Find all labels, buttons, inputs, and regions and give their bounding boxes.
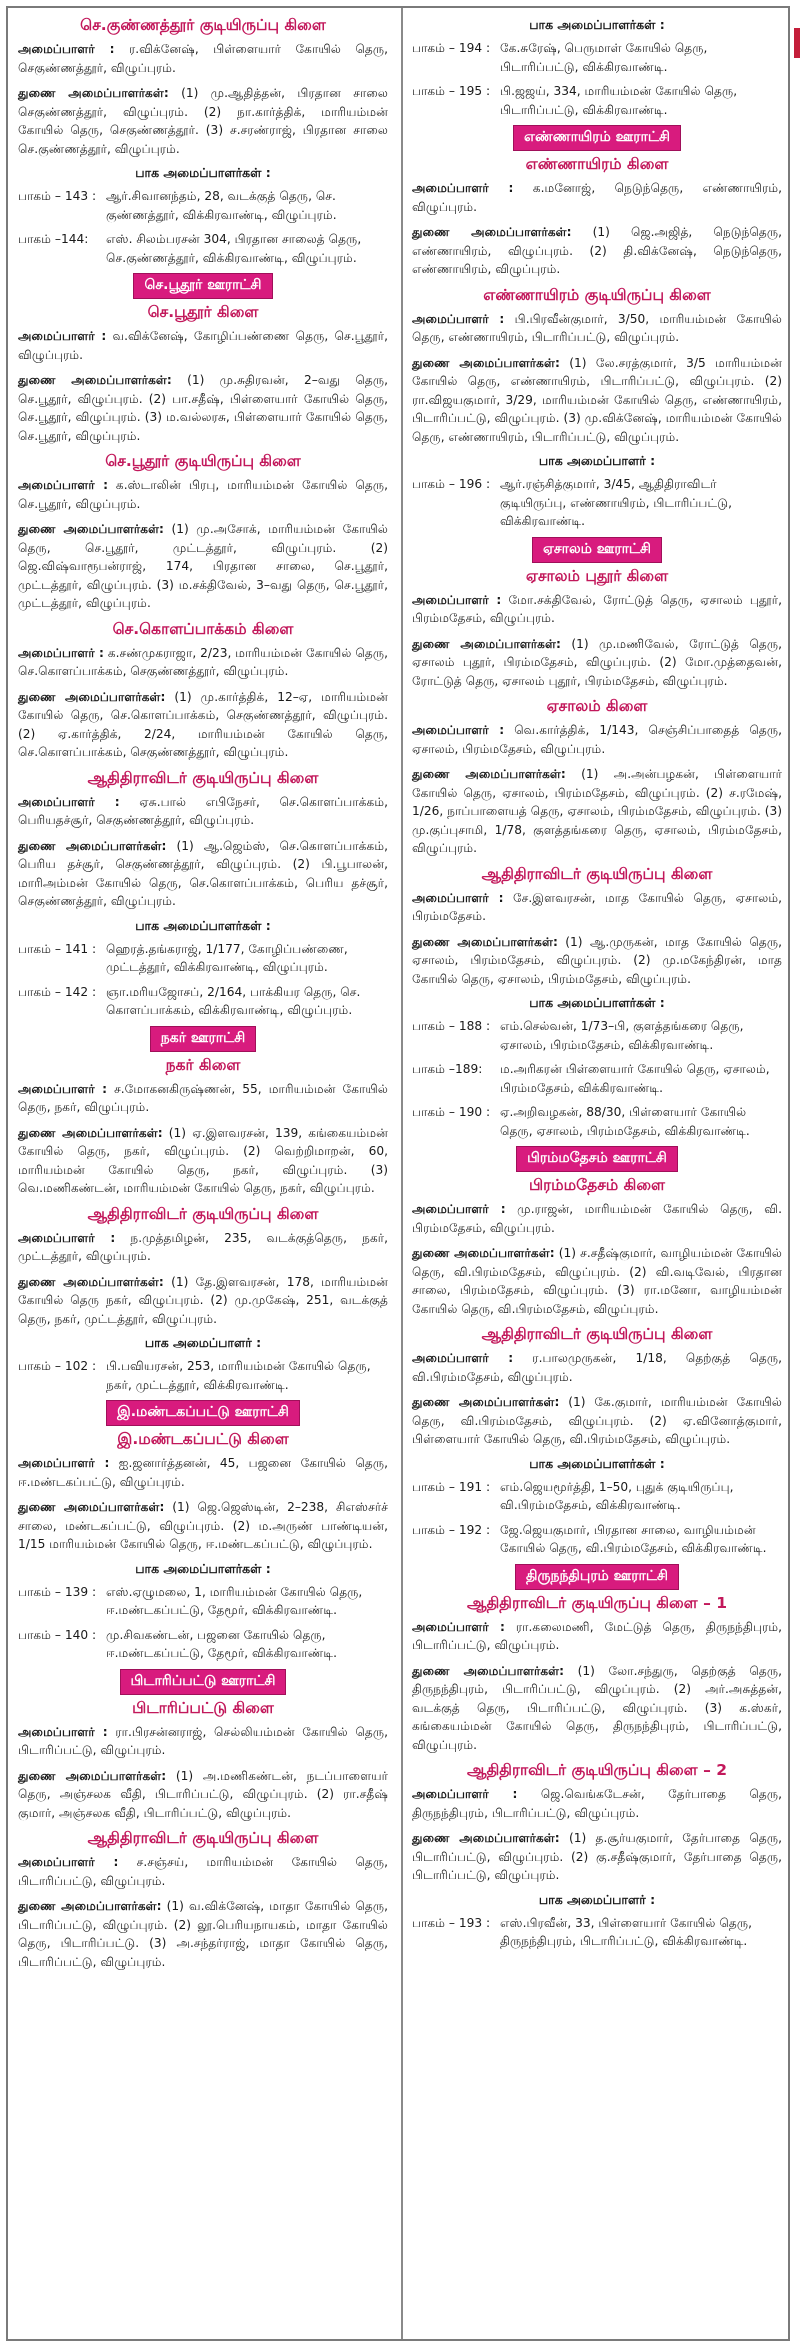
role-label: அமைப்பாளர் :	[412, 1619, 505, 1634]
member-details: (1) லோ.சந்துரு, தெற்குத் தெரு, திருநந்திபுரம், பிடாரிப்பட்டு, விழுப்புரம். (2) அர்.அசுத்தன், வடக்குத் தெரு, பிடாரிப்பட்டு, விழுப்புரம். (3) க.ஸ்கர், கங்கையம்மன் கோயில் தெரு, திருநந்திபுரம், பிடாரிப்பட்டு, விழுப்புரம்.	[412, 1663, 782, 1752]
member-entry	[18, 1767, 388, 1823]
booth-entry	[412, 1103, 782, 1140]
panchayat-badge: நகர் ஊராட்சி	[150, 1026, 256, 1052]
booth-number: பாகம் – 142 :	[18, 984, 97, 999]
member-details: ர.பாலமுருகன், 1/18, தெற்குத் தெரு, வி.பிரம்மதேசம், விழுப்புரம்.	[412, 1351, 782, 1384]
member-details: சே.இளவரசன், மாத கோயில் தெரு, ஏசாலம், பிரம்மதேசம்.	[412, 890, 783, 923]
role-label: துணை அமைப்பாளர்கள்:	[18, 1274, 164, 1289]
panchayat-badge: பிடாரிப்பட்டு ஊராட்சி	[120, 1669, 287, 1695]
edge-accent	[794, 28, 800, 58]
role-label: அமைப்பாளர் :	[412, 1351, 514, 1365]
branch-heading: ஆதிதிராவிடர் குடியிருப்பு கிளை	[87, 768, 319, 787]
branch-heading: ஆதிதிராவிடர் குடியிருப்பு கிளை	[87, 1204, 319, 1223]
role-label: துணை அமைப்பாளர்கள்:	[412, 767, 566, 781]
branch-heading: இ.மண்டகப்பட்டு கிளை	[117, 1430, 289, 1448]
member-details: ர.விக்னேஷ், பிள்ளையார் கோயில் தெரு, செகுண்ணத்தூர், விழுப்புரம்.	[18, 42, 389, 75]
section-subheading: பாக அமைப்பாளர்கள் :	[135, 165, 271, 180]
role-label: துணை அமைப்பாளர்கள்:	[18, 373, 172, 387]
branch-heading: செ.கொளப்பாக்கம் கிளை	[112, 619, 294, 638]
member-details: க.சண்முகராஜா, 2/23, மாரியம்மன் கோயில் தெரு, செ.கொளப்பாக்கம், செகுண்ணத்தூர், விழுப்புரம்.	[18, 645, 389, 678]
member-details: (1) வ.விக்னேஷ், மாதா கோயில் தெரு, பிடாரிப்பட்டு, விழுப்புரம். (2) லூ.பெரியநாயகம், மாதா கோயில் தெரு, பிடாரிப்பட்டு. (3) அ.சந்தர்ராஜ், மாதா கோயில் தெரு, பிடாரிப்பட்டு, விழுப்புரம்.	[18, 1899, 389, 1969]
branch-heading: ஆதிதிராவிடர் குடியிருப்பு கிளை	[87, 1829, 319, 1847]
member-entry	[18, 1229, 388, 1266]
member-details: ச.சஞ்சய், மாரியம்மன் கோயில் தெரு, பிடாரிப்பட்டு, விழுப்புரம்.	[18, 1855, 389, 1888]
member-details: (1) ஜெ.ஜெஸ்டின், 2–238, சிஎஸ்சர்ச் சாலை, மண்டகப்பட்டு, விழுப்புரம். (2) ம.அருண் பாண்டியன், 1/15 மாரியம்மன் கோயில் தெரு, ஈ.மண்டகப்பட்டு, விழுப்புரம்.	[18, 1500, 388, 1551]
member-entry	[412, 1393, 782, 1449]
member-entry	[18, 688, 388, 762]
booth-organizer: ஆர்.சிவானந்தம், 28, வடக்குத் தெரு, செ. குண்ணத்தூர், விக்கிரவாண்டி, விழுப்புரம்.	[106, 189, 337, 222]
section-subheading: பாக அமைப்பாளர் :	[538, 1891, 656, 1907]
member-entry	[18, 644, 388, 681]
role-label: துணை அமைப்பாளர்கள்:	[18, 1768, 167, 1783]
member-entry	[18, 371, 388, 445]
member-entry	[18, 1498, 388, 1554]
section-subheading: பாக அமைப்பாளர் :	[538, 453, 656, 468]
role-label: அமைப்பாளர் :	[412, 1202, 506, 1216]
booth-organizer: பி.பவியரசன், 253, மாரியம்மன் கோயில் தெரு, நகர், முட்டத்தூர், விக்கிரவாண்டி.	[106, 1359, 371, 1392]
booth-organizer: மு.சிவகண்டன், பஜனை கோயில் தெரு, ஈ.மண்டகப்பட்டு, தேமூர், விக்கிரவாண்டி.	[106, 1627, 338, 1660]
member-details: (1) ஆ.ஜெம்ஸ், செ.கொளப்பாக்கம், பெரிய தச்சூர், செகுண்ணத்தூர், விழுப்புரம். (2) பி.பூபாலன், மாரிஅம்மன் கோயில் தெரு, செ.கொளப்பாக்கம், பெரிய தச்சூர், செகுண்ணத்தூர், விழுப்புரம்.	[18, 838, 388, 908]
panchayat-badge: திருநந்திபுரம் ஊராட்சி	[515, 1564, 679, 1590]
member-entry	[412, 179, 782, 216]
booth-entry	[18, 983, 388, 1020]
role-label: அமைப்பாளர் :	[18, 1230, 116, 1245]
member-details: க.மனோஜ், நெடுந்தெரு, எண்ணாயிரம், விழுப்புரம்.	[412, 181, 783, 214]
booth-number: பாகம் – 195 :	[412, 84, 491, 98]
role-label: அமைப்பாளர் :	[18, 1855, 119, 1869]
role-label: துணை அமைப்பாளர்கள்:	[412, 1395, 560, 1409]
booth-number: பாகம் –144:	[18, 232, 89, 246]
member-details: க.ஸ்டாலின் பிரபு, மாரியம்மன் கோயில் தெரு, செ.பூதூர், விழுப்புரம்.	[18, 478, 388, 511]
booth-entry	[18, 1357, 388, 1394]
member-entry	[18, 84, 388, 158]
role-label: துணை அமைப்பாளர்கள்:	[412, 934, 558, 949]
booth-organizer: எம்.ஜெயமூர்த்தி, 1–50, புதுக் குடியிருப்பு, வி.பிரம்மதேசம், விக்கிரவாண்டி.	[500, 1479, 734, 1512]
right-column	[412, 12, 782, 1957]
role-label: அமைப்பாளர் :	[412, 723, 505, 737]
branch-heading: செ.குண்ணத்தூர் குடியிருப்பு கிளை	[80, 16, 326, 34]
booth-number: பாகம் – 141 :	[18, 941, 97, 956]
adjacent-page-edge	[792, 0, 800, 2349]
booth-organizer: எஸ். சிலம்பரசன் 304, பிரதான சாலைத் தெரு, செ.குண்ணத்தூர், விக்கிரவாண்டி, விழுப்புரம்.	[106, 232, 362, 265]
member-entry	[18, 1080, 388, 1117]
member-details: (1) மு.கார்த்திக், 12–ஏ, மாரியம்மன் கோயில் தெரு, செ.கொளப்பாக்கம், செகுண்ணத்தூர், விழுப்புரம். (2) ஏ.கார்த்திக், 2/24, மாரியம்மன் கோயில் தெரு, செ.கொளப்பாக்கம், செகுண்ணத்தூர், விழுப்புரம்.	[18, 689, 388, 759]
member-details: (1) ஜெ.அஜித், நெடுந்தெரு, எண்ணாயிரம், விழுப்புரம். (2) தி.விக்னேஷ், நெடுந்தெரு, எண்ணாயிரம், விழுப்புரம்.	[412, 225, 782, 276]
branch-heading: ஏசாலம் புதூர் கிளை	[525, 566, 669, 585]
role-label: அமைப்பாளர் :	[412, 592, 502, 607]
booth-organizer: ஏ.அறிவழகன், 88/30, பிள்ளையார் கோயில் தெரு, ஏசாலம், பிரம்மதேசம், விக்கிரவாண்டி.	[500, 1105, 750, 1138]
role-label: துணை அமைப்பாளர்கள்:	[18, 522, 164, 536]
member-details: மு.ராஜன், மாரியம்மன் கோயில் தெரு, வி. பிரம்மதேசம், விழுப்புரம்.	[412, 1202, 782, 1235]
booth-entry	[412, 1060, 782, 1097]
member-entry	[412, 933, 782, 989]
branch-heading: நகர் கிளை	[165, 1055, 241, 1074]
booth-organizer: எஸ்.ஏழுமலை, 1, மாரியம்மன் கோயில் தெரு, ஈ.மண்டகப்பட்டு, தேமூர், விக்கிரவாண்டி.	[106, 1584, 363, 1617]
role-label: அமைப்பாளர் :	[412, 181, 514, 195]
booth-organizer: ம.அரிகரன் பிள்ளையார் கோயில் தெரு, ஏசாலம், பிரம்மதேசம், விக்கிரவாண்டி.	[500, 1062, 770, 1095]
role-label: துணை அமைப்பாளர்கள்:	[18, 838, 167, 853]
booth-entry	[18, 1583, 388, 1620]
member-entry	[18, 1897, 388, 1971]
section-subheading: பாக அமைப்பாளர் :	[144, 1335, 262, 1350]
member-entry	[18, 1853, 388, 1890]
booth-number: பாகம் – 102 :	[18, 1359, 97, 1373]
booth-number: பாகம் – 192 :	[412, 1522, 491, 1537]
member-details: ரா.கலைமணி, மேட்டுத் தெரு, திருநந்திபுரம், பிடாரிப்பட்டு, விழுப்புரம்.	[412, 1619, 782, 1652]
member-details: (1) மு.சுதிரவன், 2–வது தெரு, செ.பூதூர், விழுப்புரம். (2) பா.சதீஷ், பிள்ளையார் கோயில் தெரு, செ.பூதூர், விழுப்புரம். (3) ம.வல்லரசு, பிள்ளையார் கோயில் தெரு, செ.பூதூர், விழுப்புரம்.	[18, 373, 389, 443]
role-label: அமைப்பாளர் :	[18, 1081, 108, 1096]
member-entry	[412, 1349, 782, 1386]
branch-heading: எண்ணாயிரம் கிளை	[525, 155, 669, 173]
member-details: (1) மு.மணிவேல், ரோட்டுத் தெரு, ஏசாலம் புதூர், பிரம்மதேசம், விழுப்புரம். (2) மோ.முத்தைவன், ரோட்டுத் தெரு, ஏசாலம் புதூர், பிரம்மதேசம், விழுப்புரம்.	[412, 636, 782, 688]
member-entry	[18, 40, 388, 77]
member-details: (1) மு.அசோக், மாரியம்மன் கோயில் தெரு, செ.பூதூர், முட்டத்தூர், விழுப்புரம். (2) ஜெ.விஷ்வாரூபன்ராஜ், 174, பிரதான சாலை, செ.பூதூர், முட்டத்தூர், விழுப்புரம். (3) ம.சக்திவேல், 3–வது தெரு, செ.பூதூர், முட்டத்தூர், விழுப்புரம்.	[18, 522, 389, 610]
member-entry	[18, 837, 388, 911]
booth-number: பாகம் –189:	[412, 1062, 483, 1076]
member-details: (1) த.சூர்யகுமார், தேர்பாதை தெரு, பிடாரிப்பட்டு, விழுப்புரம். (2) கு.சதீஷ்குமார், தேர்பாதை தெரு, பிடாரிப்பட்டு, விழுப்புரம்.	[412, 1831, 782, 1882]
member-details: வ.விக்னேஷ், கோழிப்பண்ணை தெரு, செ.பூதூர், விழுப்புரம்.	[18, 329, 389, 362]
member-entry	[18, 1273, 388, 1329]
role-label: அமைப்பாளர் :	[18, 1724, 108, 1739]
booth-number: பாகம் – 191 :	[412, 1479, 491, 1494]
member-entry	[412, 635, 782, 691]
member-details: ஜெ.வெங்கடேசன், தேர்பாதை தெரு, திருநந்திபுரம், பிடாரிப்பட்டு, விழுப்புரம்.	[412, 1787, 783, 1820]
booth-number: பாகம் – 193 :	[412, 1915, 491, 1930]
role-label: அமைப்பாளர் :	[18, 42, 115, 56]
member-entry	[412, 1244, 782, 1318]
role-label: அமைப்பாளர் :	[412, 311, 505, 326]
member-entry	[412, 310, 782, 347]
booth-number: பாகம் – 188 :	[412, 1019, 491, 1033]
member-details: (1) ஆ.முருகன், மாத கோயில் தெரு, ஏசாலம், பிரம்மதேசம், விழுப்புரம். (2) மு.மகேந்திரன், மாத கோயில் தெரு, ஏசாலம், பிரம்மதேசம், விழுப்புரம்.	[412, 934, 783, 986]
booth-organizer: எஸ்.பிரவீன், 33, பிள்ளையார் கோயில் தெரு, திருநந்திபுரம், பிடாரிப்பட்டு, விக்கிரவாண்டி.	[500, 1915, 752, 1948]
section-subheading: பாக அமைப்பாளர்கள் :	[529, 17, 665, 32]
member-details: வெ.கார்த்திக், 1/143, செஞ்சிப்பாதைத் தெரு, ஏசாலம், பிரம்மதேசம், விழுப்புரம்.	[412, 723, 782, 756]
branch-heading: எண்ணாயிரம் குடியிருப்பு கிளை	[483, 285, 711, 304]
member-details: ரா.பிரசன்னராஜ், செல்லியம்மன் கோயில் தெரு, பிடாரிப்பட்டு, விழுப்புரம்.	[18, 1724, 388, 1757]
role-label: அமைப்பாளர் :	[18, 794, 120, 809]
booth-number: பாகம் – 140 :	[18, 1627, 97, 1642]
panchayat-badge: எண்ணாயிரம் ஊராட்சி	[513, 125, 681, 151]
member-details: ஐ.ஜனார்த்தனன், 45, பஜனை கோயில் தெரு, ஈ.மண்டகப்பட்டு, விழுப்புரம்.	[18, 1456, 389, 1489]
branch-heading: செ.பூதூர் குடியிருப்பு கிளை	[105, 452, 301, 470]
role-label: அமைப்பாளர் :	[412, 1787, 518, 1801]
role-label: அமைப்பாளர் :	[18, 645, 104, 660]
left-column	[18, 12, 388, 1978]
booth-number: பாகம் – 196 :	[412, 477, 491, 491]
member-details: (1) ச.சதீஷ்குமார், வாழியம்மன் கோயில் தெரு, வி.பிரம்மதேசம், விழுப்புரம். (2) வி.வடிவேல், பிரதான சாலை, பிரம்மதேசம், விழுப்புரம். (3) ரா.மனோ, வாழியம்மன் கோயில் தெரு, வி.பிரம்மதேசம், விழுப்புரம்.	[412, 1246, 782, 1316]
booth-organizer: பி.ஜஜய், 334, மாரியம்மன் கோயில் தெரு, பிடாரிப்பட்டு, விக்கிரவாண்டி.	[500, 84, 738, 117]
member-entry	[412, 223, 782, 279]
section-subheading: பாக அமைப்பாளர்கள் :	[529, 1455, 665, 1471]
role-label: அமைப்பாளர் :	[18, 329, 107, 343]
role-label: அமைப்பாளர் :	[412, 890, 504, 905]
branch-heading: ஆதிதிராவிடர் குடியிருப்பு கிளை	[481, 864, 713, 883]
branch-heading: ஆதிதிராவிடர் குடியிருப்பு கிளை – 2	[466, 1761, 727, 1779]
member-entry	[412, 1200, 782, 1237]
role-label: அமைப்பாளர் :	[18, 478, 108, 492]
booth-entry	[412, 1521, 782, 1558]
booth-entry	[18, 1626, 388, 1663]
panchayat-badge: ஏசாலம் ஊராட்சி	[532, 537, 662, 563]
role-label: துணை அமைப்பாளர்கள்:	[18, 1125, 163, 1140]
role-label: துணை அமைப்பாளர்கள்:	[18, 689, 166, 704]
panchayat-badge: செ.பூதூர் ஊராட்சி	[133, 273, 272, 299]
member-entry	[18, 476, 388, 513]
booth-number: பாகம் – 143 :	[18, 189, 97, 203]
role-label: துணை அமைப்பாளர்கள்:	[412, 636, 561, 651]
role-label: துணை அமைப்பாளர்கள்:	[412, 1663, 564, 1678]
member-details: மோ.சக்திவேல், ரோட்டுத் தெரு, ஏசாலம் புதூர், பிரம்மதேசம், விழுப்புரம்.	[412, 592, 783, 625]
column-divider	[401, 8, 403, 2339]
member-details: (1) தே.இளவரசன், 178, மாரியம்மன் கோயில் தெரு நகர், விழுப்புரம். (2) மு.முகேஷ், 251, வடக்குத் தெரு, நகர், முட்டத்தூர், விழுப்புரம்.	[18, 1274, 388, 1326]
booth-number: பாகம் – 139 :	[18, 1584, 97, 1599]
member-details: (1) அ.அன்பழகன், பிள்ளையார் கோயில் தெரு, ஏசாலம், பிரம்மதேசம், விழுப்புரம். (2) ச.ரமேஷ், 1/26, நாப்பாளையத் தெரு, ஏசாலம், பிரம்மதேசம், விழுப்புரம். (3) மு.குப்புசாமி, 1/78, குளத்தங்கரை தெரு, ஏசாலம், பிரம்மதேசம், விழுப்புரம்.	[412, 767, 783, 855]
panchayat-badge: இ.மண்டகப்பட்டு ஊராட்சி	[106, 1400, 300, 1426]
section-subheading: பாக அமைப்பாளர்கள் :	[135, 1560, 271, 1576]
booth-entry	[412, 1914, 782, 1951]
branch-heading: பிரம்மதேசம் கிளை	[529, 1176, 665, 1194]
booth-organizer: கே.சுரேஷ், பெருமாள் கோயில் தெரு, பிடாரிப்பட்டு, விக்கிரவாண்டி.	[500, 41, 708, 74]
member-entry	[412, 889, 782, 926]
booth-entry	[18, 940, 388, 977]
booth-entry	[412, 1478, 782, 1515]
booth-number: பாகம் – 194 :	[412, 41, 491, 55]
booth-entry	[412, 39, 782, 76]
booth-organizer: ஆர்.ரஞ்சித்குமார், 3/45, ஆதிதிராவிடர் குடியிருப்பு, எண்ணாயிரம், பிடாரிப்பட்டு, விக்கிரவாண்டி.	[500, 477, 732, 528]
member-entry	[412, 765, 782, 858]
booth-number: பாகம் – 190 :	[412, 1105, 491, 1119]
role-label: துணை அமைப்பாளர்கள்:	[412, 1246, 555, 1260]
member-entry	[18, 327, 388, 364]
branch-heading: பிடாரிப்பட்டு கிளை	[132, 1698, 274, 1717]
member-entry	[412, 354, 782, 447]
branch-heading: ஏசாலம் கிளை	[546, 697, 648, 715]
branch-heading: ஆதிதிராவிடர் குடியிருப்பு கிளை	[481, 1325, 713, 1343]
booth-organizer: ஜே.ஜெயகுமார், பிரதான சாலை, வாழியம்மன் கோயில் தெரு, வி.பிரம்மதேசம், விக்கிரவாண்டி.	[500, 1522, 767, 1555]
role-label: துணை அமைப்பாளர்கள்:	[18, 86, 169, 100]
section-subheading: பாக அமைப்பாளர்கள் :	[529, 995, 665, 1010]
member-entry	[18, 1454, 388, 1491]
member-entry	[412, 1618, 782, 1655]
member-details: (1) கே.குமார், மாரியம்மன் கோயில் தெரு, வி.பிரம்மதேசம், விழுப்புரம். (2) ஏ.வினோத்குமார், பிள்ளையார் கோயில் தெரு, வி.பிரம்மதேசம், விழுப்புரம்.	[412, 1395, 783, 1446]
member-details: (1) லே.சரத்குமார், 3/5 மாரியம்மன் கோயில் தெரு, எண்ணாயிரம், பிடாரிப்பட்டு, விழுப்புரம். (2) ரா.விஜயகுமார், 3/29, மாரியம்மன் கோயில் தெரு, எண்ணாயிரம், பிடாரிப்பட்டு, விழுப்புரம். (3) மு.விக்னேஷ், மாரியம்மன் கோயில் தெரு, எண்ணாயிரம், பிடாரிப்பட்டு, விழுப்புரம்.	[412, 355, 783, 444]
member-details: (1) அ.மணிகண்டன், நடப்பாளையர் தெரு, அஞ்சலக வீதி, பிடாரிப்பட்டு, விழுப்புரம். (2) ரா.சதீஷ் குமார், அஞ்சலக வீதி, பிடாரிப்பட்டு, விழுப்புரம்.	[18, 1768, 389, 1820]
member-entry	[18, 1124, 388, 1198]
member-details: (1) மு.ஆதித்தன், பிரதான சாலை செகுண்ணத்தூர், விழுப்புரம். (2) நா.கார்த்திக், மாரியம்மன் கோயில் தெரு, செகுண்ணத்தூர். (3) ச.சரண்ராஜ், பிரதான சாலை செ.குண்ணத்தூர், விழுப்புரம்.	[18, 86, 388, 156]
member-entry	[18, 1723, 388, 1760]
booth-entry	[412, 475, 782, 531]
role-label: துணை அமைப்பாளர்கள்:	[18, 1500, 165, 1514]
member-entry	[412, 1829, 782, 1885]
section-subheading: பாக அமைப்பாளர்கள் :	[135, 917, 271, 933]
member-entry	[412, 721, 782, 758]
booth-organizer: ஞா.மரியஜோசப், 2/164, பாக்கியர தெரு, செ. கொளப்பாக்கம், விக்கிரவாண்டி, விழுப்புரம்.	[106, 984, 361, 1017]
newspaper-page	[6, 6, 790, 2341]
member-entry	[412, 1785, 782, 1822]
panchayat-badge: பிரம்மதேசம் ஊராட்சி	[516, 1146, 678, 1172]
booth-organizer: ஹெரத்.தங்கராஜ், 1/177, கோழிப்பண்ணை, முட்டத்தூர், விக்கிரவாண்டி, விழுப்புரம்.	[106, 941, 348, 974]
booth-entry	[18, 230, 388, 267]
booth-organizer: எம்.செல்வன், 1/73–பி, குளத்தங்கரை தெரு, ஏசாலம், பிரம்மதேசம், விக்கிரவாண்டி.	[500, 1019, 744, 1052]
member-entry	[412, 1662, 782, 1755]
role-label: துணை அமைப்பாளர்கள்:	[412, 1831, 560, 1845]
member-details: (1) ஏ.இளவரசன், 139, கங்கையம்மன் கோயில் தெரு, நகர், விழுப்புரம். (2) வெற்றிமாறன், 60, மாரியம்மன் கோயில் தெரு, நகர், விழுப்புரம். (3) வெ.மணிகண்டன், மாரியம்மன் கோயில் தெரு, நகர், விழுப்புரம்.	[18, 1125, 388, 1195]
branch-heading: செ.பூதூர் கிளை	[147, 303, 259, 321]
member-details: ச.மோகனகிருஷ்ணன், 55, மாரியம்மன் கோயில் தெரு, நகர், விழுப்புரம்.	[18, 1081, 388, 1114]
role-label: அமைப்பாளர் :	[18, 1456, 110, 1470]
member-entry	[18, 520, 388, 613]
member-entry	[18, 793, 388, 830]
booth-entry	[412, 1017, 782, 1054]
role-label: துணை அமைப்பாளர்கள்:	[18, 1899, 162, 1913]
role-label: துணை அமைப்பாளர்கள்:	[412, 355, 560, 370]
member-details: ந.முத்தமிழன், 235, வடக்குத்தெரு, நகர், முட்டத்தூர், விழுப்புரம்.	[18, 1230, 389, 1263]
branch-heading: ஆதிதிராவிடர் குடியிருப்பு கிளை – 1	[466, 1593, 727, 1612]
role-label: துணை அமைப்பாளர்கள்:	[412, 225, 572, 239]
member-entry	[412, 591, 782, 628]
member-details: பி.பிரவீன்குமார், 3/50, மாரியம்மன் கோயில் தெரு, எண்ணாயிரம், பிடாரிப்பட்டு, விழுப்புரம்.	[412, 311, 783, 344]
booth-entry	[412, 82, 782, 119]
booth-entry	[18, 187, 388, 224]
member-details: ஏசு.பால் எபிநேசர், செ.கொளப்பாக்கம், பெரியதச்சூர், செகுண்ணத்தூர், விழுப்புரம்.	[18, 794, 389, 827]
